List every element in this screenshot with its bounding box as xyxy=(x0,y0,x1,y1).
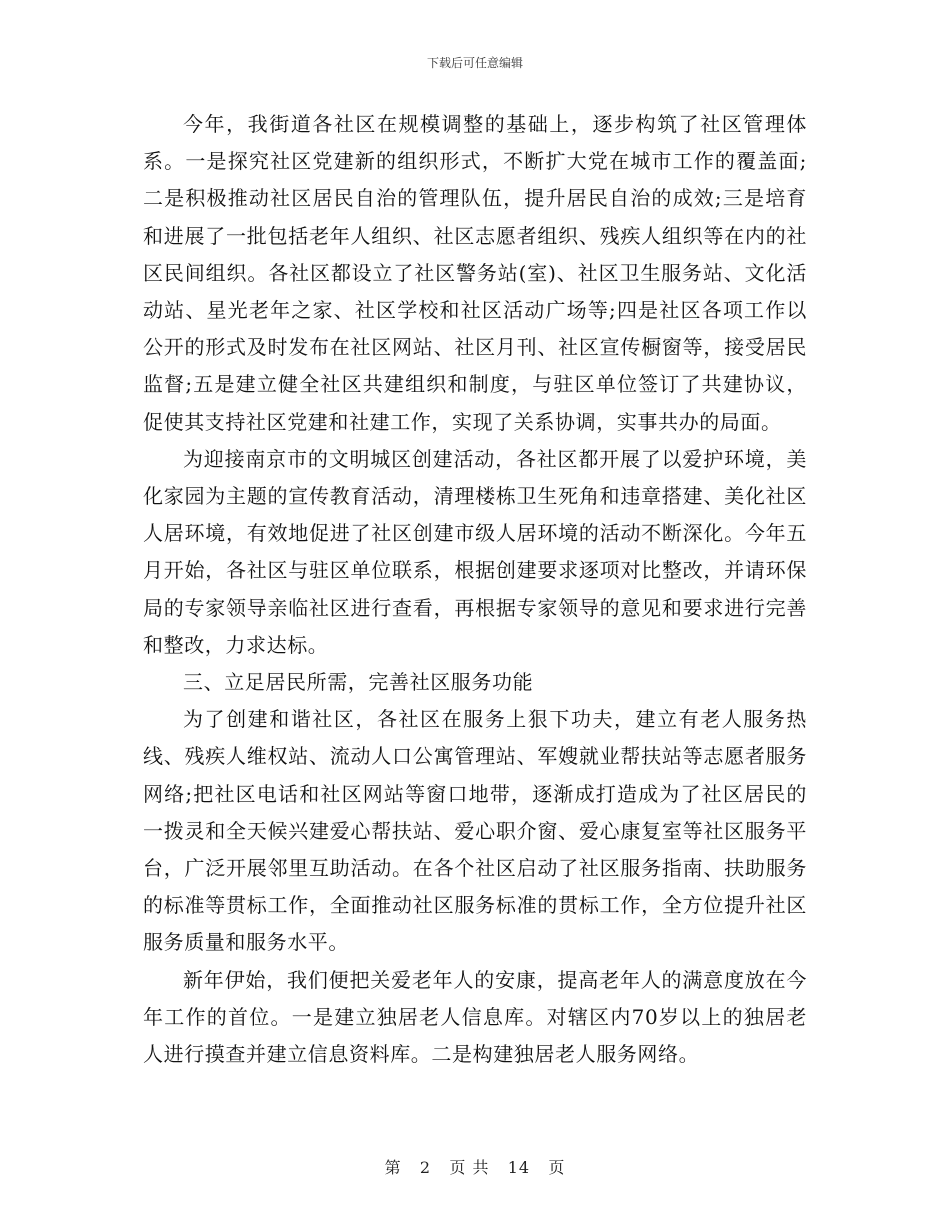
footer-page-number: 2 xyxy=(419,1158,432,1177)
footer-total-pages: 14 xyxy=(507,1158,531,1177)
paragraph-civilized-city: 为迎接南京市的文明城区创建活动，各社区都开展了以爱护环境，美化家园为主题的宣传教育活动，清理楼栋卫生死角和违章搭建、美化社区人居环境，有效地促进了社区创建市级人居环境的活动不断深化。今年五月开始，各社区与驻区单位联系，根据创建要求逐项对比整改，并请环保局的专家领导亲临社区进行查看，再根据专家领导的意见和要求进行完善和整改，力求达标。 xyxy=(143,446,807,657)
section-heading-services: 三、立足居民所需，完善社区服务功能 xyxy=(183,670,534,695)
paragraph-community-management: 今年，我街道各社区在规模调整的基础上，逐步构筑了社区管理体系。一是探究社区党建新的组织形式，不断扩大党在城市工作的覆盖面;二是积极推动社区居民自治的管理队伍，提升居民自治的成效;三是培育和进展了一批包括老年人组织、社区志愿者组织、残疾人组织等在内的社区民间组织。各社区都设立了社区警务站(室)、社区卫生服务站、文化活动站、星光老年之家、社区学校和社区活动广场等;四是社区各项工作以公开的形式及时发布在社区网站、社区月刊、社区宣传橱窗等，接受居民监督;五是建立健全社区共建组织和制度，与驻区单位签订了共建协议，促使其支持社区党建和社建工作，实现了关系协调，实事共办的局面。 xyxy=(143,112,808,434)
document-body xyxy=(143,106,807,1073)
footer-middle: 页 共 xyxy=(449,1158,490,1177)
footer-suffix: 页 xyxy=(548,1158,566,1177)
paragraph-elderly-care: 新年伊始，我们便把关爱老年人的安康，提高老年人的满意度放在今年工作的首位。一是建立独居老人信息库。对辖区内70岁以上的独居老人进行摸查并建立信息资料库。二是构建独居老人服务网络。 xyxy=(143,967,807,1067)
paragraph-harmonious-community: 为了创建和谐社区，各社区在服务上狠下功夫，建立有老人服务热线、残疾人维权站、流动人口公寓管理站、军嫂就业帮扶站等志愿者服务网络;把社区电话和社区网站等窗口地带，逐渐成打造成为了社区居民的一拨灵和全天候兴建爱心帮扶站、爱心职介窗、爱心康复室等社区服务平台，广泛开展邻里互助活动。在各个社区启动了社区服务指南、扶助服务的标准等贯标工作，全面推动社区服务标准的贯标工作，全方位提升社区服务质量和服务水平。 xyxy=(143,707,808,955)
footer-prefix: 第 xyxy=(384,1158,402,1177)
page-footer xyxy=(0,1155,950,1178)
page-header: 下载后可任意编辑 xyxy=(426,56,523,70)
